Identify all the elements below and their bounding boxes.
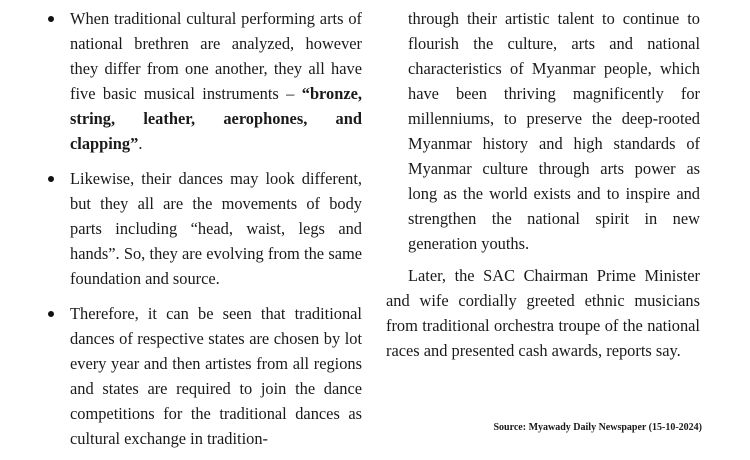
paragraph-continuation: through their artistic talent to continue to flourish the culture, arts and national characteristics of Myanmar people, which have been thriving magnificently for millenniums, to preserve the deep-rooted Myanmar history and high standards of Myanmar culture through arts power as long as the world exists and to inspire and strengthen the national spirit in new generation youths. [408, 9, 700, 253]
paragraph-closing: Later, the SAC Chairman Prime Minister and wife cordially greeted ethnic musicians from traditional orchestra troupe of the national races and presented cash awards, reports say. [386, 266, 700, 360]
left-column [48, 0, 362, 451]
bullet-dances [48, 166, 362, 291]
bullet-tail: . [138, 134, 143, 153]
bullet-dot-icon [48, 16, 54, 22]
bullet-text: Therefore, it can be seen that traditional dances of respective states are chosen by lot every year and then artistes from all regions and states are required to join the dance competitions for the traditional dances as cultural exchange in tradition- [70, 304, 362, 448]
source-credit: Source: Myawady Daily Newspaper (15-10-2024) [493, 422, 702, 433]
right-column [386, 0, 700, 363]
bullet-dot-icon [48, 176, 54, 182]
bullet-bold-text: “bronze, string, leather, aerophones, and clapping” [70, 84, 362, 153]
bullet-competitions [48, 301, 362, 451]
bullet-dot-icon [48, 311, 54, 317]
bullet-text: Likewise, their dances may look different, but they all are the movements of body parts including “head, waist, legs and hands”. So, they are evolving from the same foundation and source. [70, 169, 362, 288]
bullet-text: When traditional cultural performing arts of national brethren are analyzed, however they differ from one another, they all have five basic musical instruments – [70, 9, 362, 103]
bullet-instruments [48, 6, 362, 156]
